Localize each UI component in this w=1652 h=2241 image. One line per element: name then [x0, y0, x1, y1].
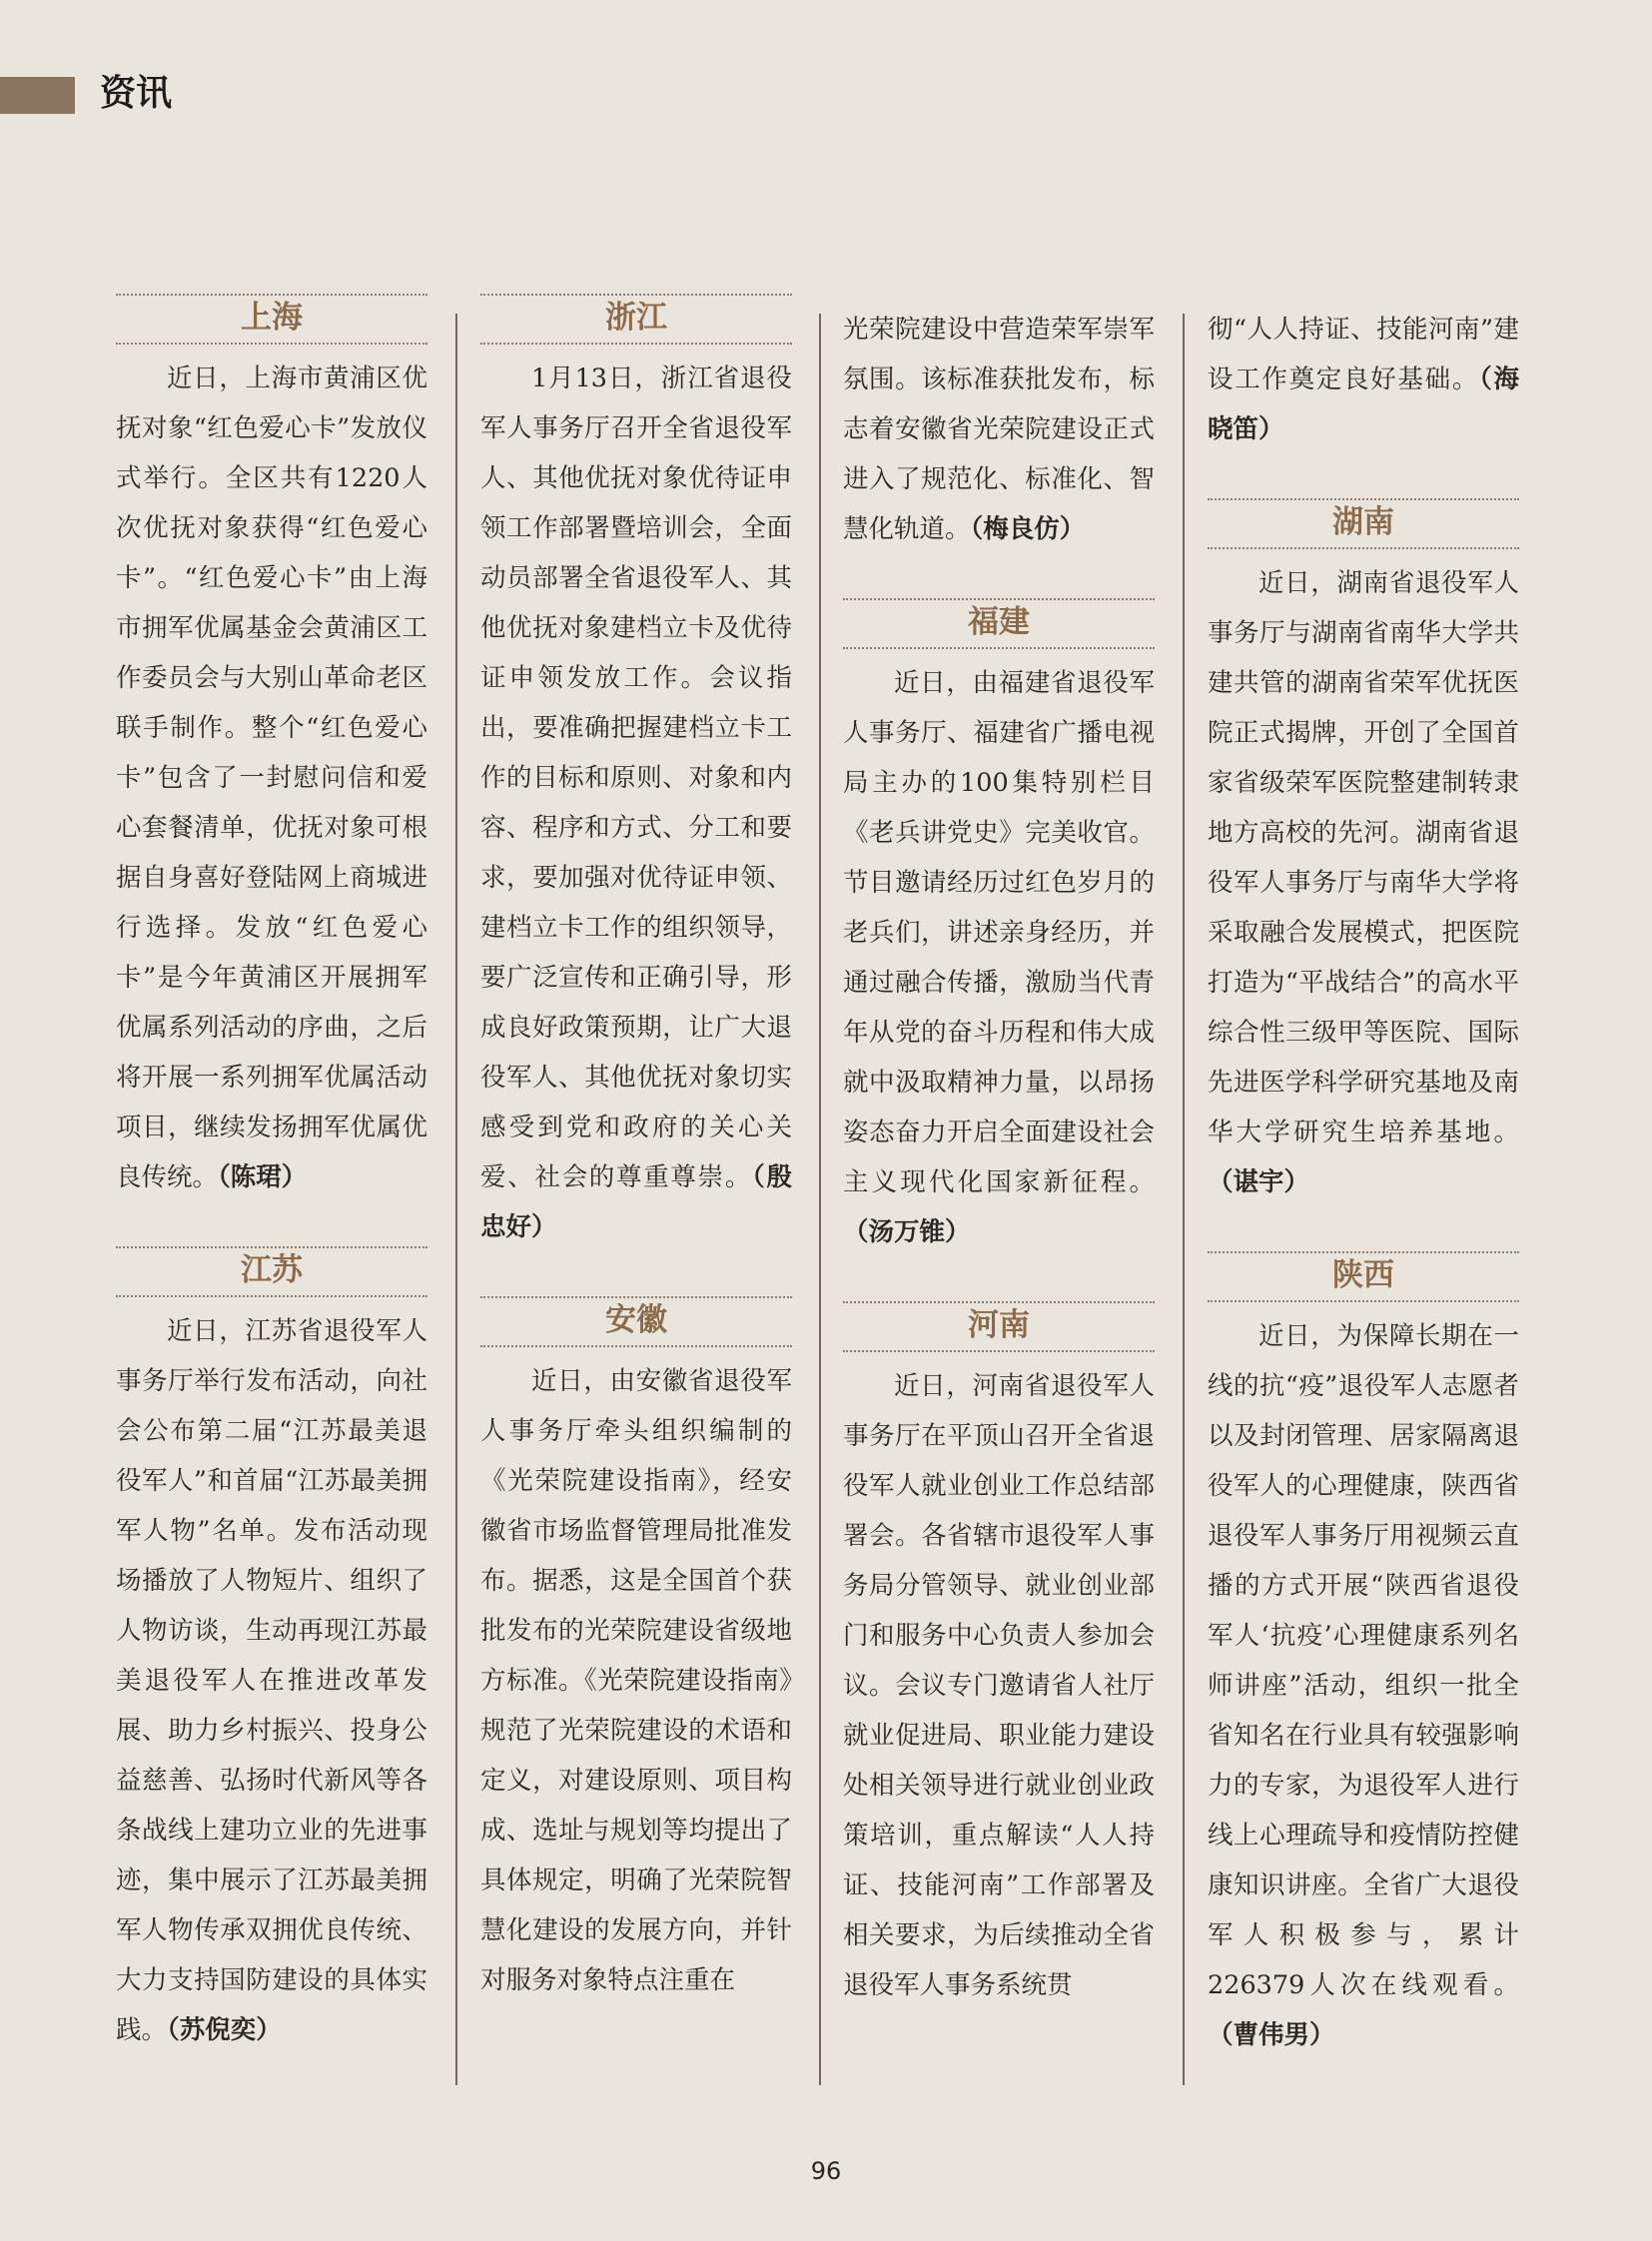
section-title: 资讯	[100, 73, 173, 114]
region-heading: 浙江	[480, 294, 792, 345]
column-1	[116, 294, 427, 2055]
region-heading: 上海	[116, 294, 427, 345]
article-hunan	[1208, 498, 1519, 1207]
region-heading: 湖南	[1208, 498, 1519, 549]
column-2	[480, 294, 792, 2005]
region-heading: 陕西	[1208, 1251, 1519, 1302]
article-body: 近日，为保障长期在一线的抗“疫”退役军人志愿者以及封闭管理、居家隔离退役军人的心理健康，陕西省退役军人事务厅用视频云直播的方式开展“陕西省退役军人‘抗疫’心理健康系列名师讲座”活动，组织一批全省知名在行业具有较强影响力的专家，为退役军人进行线上心理疏导和疫情防控健康知识讲座。全省广大退役军人积极参与，累计226379人次在线观看。（曹伟男）	[1208, 1321, 1519, 2051]
article-body: 1月13日，浙江省退役军人事务厅召开全省退役军人、其他优抚对象优待证申领工作部署暨培训会，全面动员部署全省退役军人、其他优抚对象建档立卡及优待证申领发放工作。会议指出，要准确把握建档立卡工作的目标和原则、对象和内容、程序和方式、分工和要求，要加强对优待证申领、建档立卡工作的组织领导，要广泛宣传和正确引导，形成良好政策预期，让广大退役军人、其他优抚对象切实感受到党和政府的关心关爱、社会的尊重尊崇。（殷忠好）	[480, 364, 792, 1243]
author-credit: （汤万锥）	[843, 1217, 971, 1248]
column-3	[843, 294, 1155, 2010]
region-heading: 安徽	[480, 1296, 792, 1347]
article-shanghai	[116, 294, 427, 1202]
region-heading: 江苏	[116, 1246, 427, 1297]
article-body: 近日，河南省退役军人事务厅在平顶山召开全省退役军人就业创业工作总结部署会。各省辖市退役军人事务局分管领导、就业创业部门和服务中心负责人参加会议。会议专门邀请省人社厅就业促进局、职业能力建设处相关领导进行就业创业政策培训，重点解读“人人持证、技能河南”工作部署及相关要求，为后续推动全省退役军人事务系统贯	[843, 1371, 1155, 2001]
region-heading: 河南	[843, 1301, 1155, 1352]
article-body-continued: 彻“人人持证、技能河南”建设工作奠定良好基础。（海晓笛）	[1208, 315, 1519, 444]
page-number: 96	[810, 2157, 842, 2185]
article-anhui-continued	[843, 305, 1155, 554]
author-credit: （曹伟男）	[1208, 2020, 1335, 2051]
article-body-continued: 光荣院建设中营造荣军崇军氛围。该标准获批发布，标志着安徽省光荣院建设正式进入了规范化、标准化、智慧化轨道。（梅良仿）	[843, 315, 1155, 544]
author-credit: （苏倪奕）	[167, 2015, 282, 2046]
article-body: 近日，由福建省退役军人事务厅、福建省广播电视局主办的100集特别栏目《老兵讲党史》完美收官。节目邀请经历过红色岁月的老兵们，讲述亲身经历，并通过融合传播，激励当代青年从党的奋斗历程和伟大成就中汲取精神力量，以昂扬姿态奋力开启全面建设社会主义现代化国家新征程。（汤万锥）	[843, 668, 1155, 1248]
column-divider	[819, 314, 821, 2085]
article-henan	[843, 1301, 1155, 2010]
column-divider	[455, 314, 457, 2085]
article-anhui	[480, 1296, 792, 2005]
author-credit: （谌宇）	[1208, 1167, 1310, 1198]
article-shaanxi	[1208, 1251, 1519, 2060]
author-credit: （海晓笛）	[1208, 365, 1519, 444]
article-body: 近日，上海市黄浦区优抚对象“红色爱心卡”发放仪式举行。全区共有1220人次优抚对象获得“红色爱心卡”。“红色爱心卡”由上海市拥军优属基金会黄浦区工作委员会与大别山革命老区联手制作。整个“红色爱心卡”包含了一封慰问信和爱心套餐清单，优抚对象可根据自身喜好登陆网上商城进行选择。发放“红色爱心卡”是今年黄浦区开展拥军优属系列活动的序曲，之后将开展一系列拥军优属活动项目，继续发扬拥军优属优良传统。（陈珺）	[116, 364, 427, 1193]
column-4	[1208, 294, 1519, 2060]
article-body: 近日，湖南省退役军人事务厅与湖南省南华大学共建共管的湖南省荣军优抚医院正式揭牌，开创了全国首家省级荣军医院整建制转隶地方高校的先河。湖南省退役军人事务厅与南华大学将采取融合发展模式，把医院打造为“平战结合”的高水平综合性三级甲等医院、国际先进医学科学研究基地及南华大学研究生培养基地。（谌宇）	[1208, 568, 1519, 1198]
article-body: 近日，由安徽省退役军人事务厅牵头组织编制的《光荣院建设指南》，经安徽省市场监督管理局批准发布。据悉，这是全国首个获批发布的光荣院建设省级地方标准。《光荣院建设指南》规范了光荣院建设的术语和定义，对建设原则、项目构成、选址与规划等均提出了具体规定，明确了光荣院智慧化建设的发展方向，并针对服务对象特点注重在	[480, 1366, 792, 1996]
article-henan-continued	[1208, 305, 1519, 454]
section-color-bar	[0, 77, 75, 114]
article-jiangsu	[116, 1246, 427, 2055]
author-credit: （殷忠好）	[480, 1162, 792, 1243]
article-body: 近日，江苏省退役军人事务厅举行发布活动，向社会公布第二届“江苏最美退役军人”和首届“江苏最美拥军人物”名单。发布活动现场播放了人物短片、组织了人物访谈，生动再现江苏最美退役军人在推进改革发展、助力乡村振兴、投身公益慈善、弘扬时代新风等各条战线上建功立业的先进事迹，集中展示了江苏最美拥军人物传承双拥优良传统、大力支持国防建设的具体实践。（苏倪奕）	[116, 1316, 427, 2046]
column-divider	[1183, 314, 1185, 2085]
author-credit: （梅良仿）	[970, 514, 1086, 544]
author-credit: （陈珺）	[218, 1162, 308, 1193]
article-zhejiang	[480, 294, 792, 1252]
article-fujian	[843, 598, 1155, 1257]
region-heading: 福建	[843, 598, 1155, 649]
